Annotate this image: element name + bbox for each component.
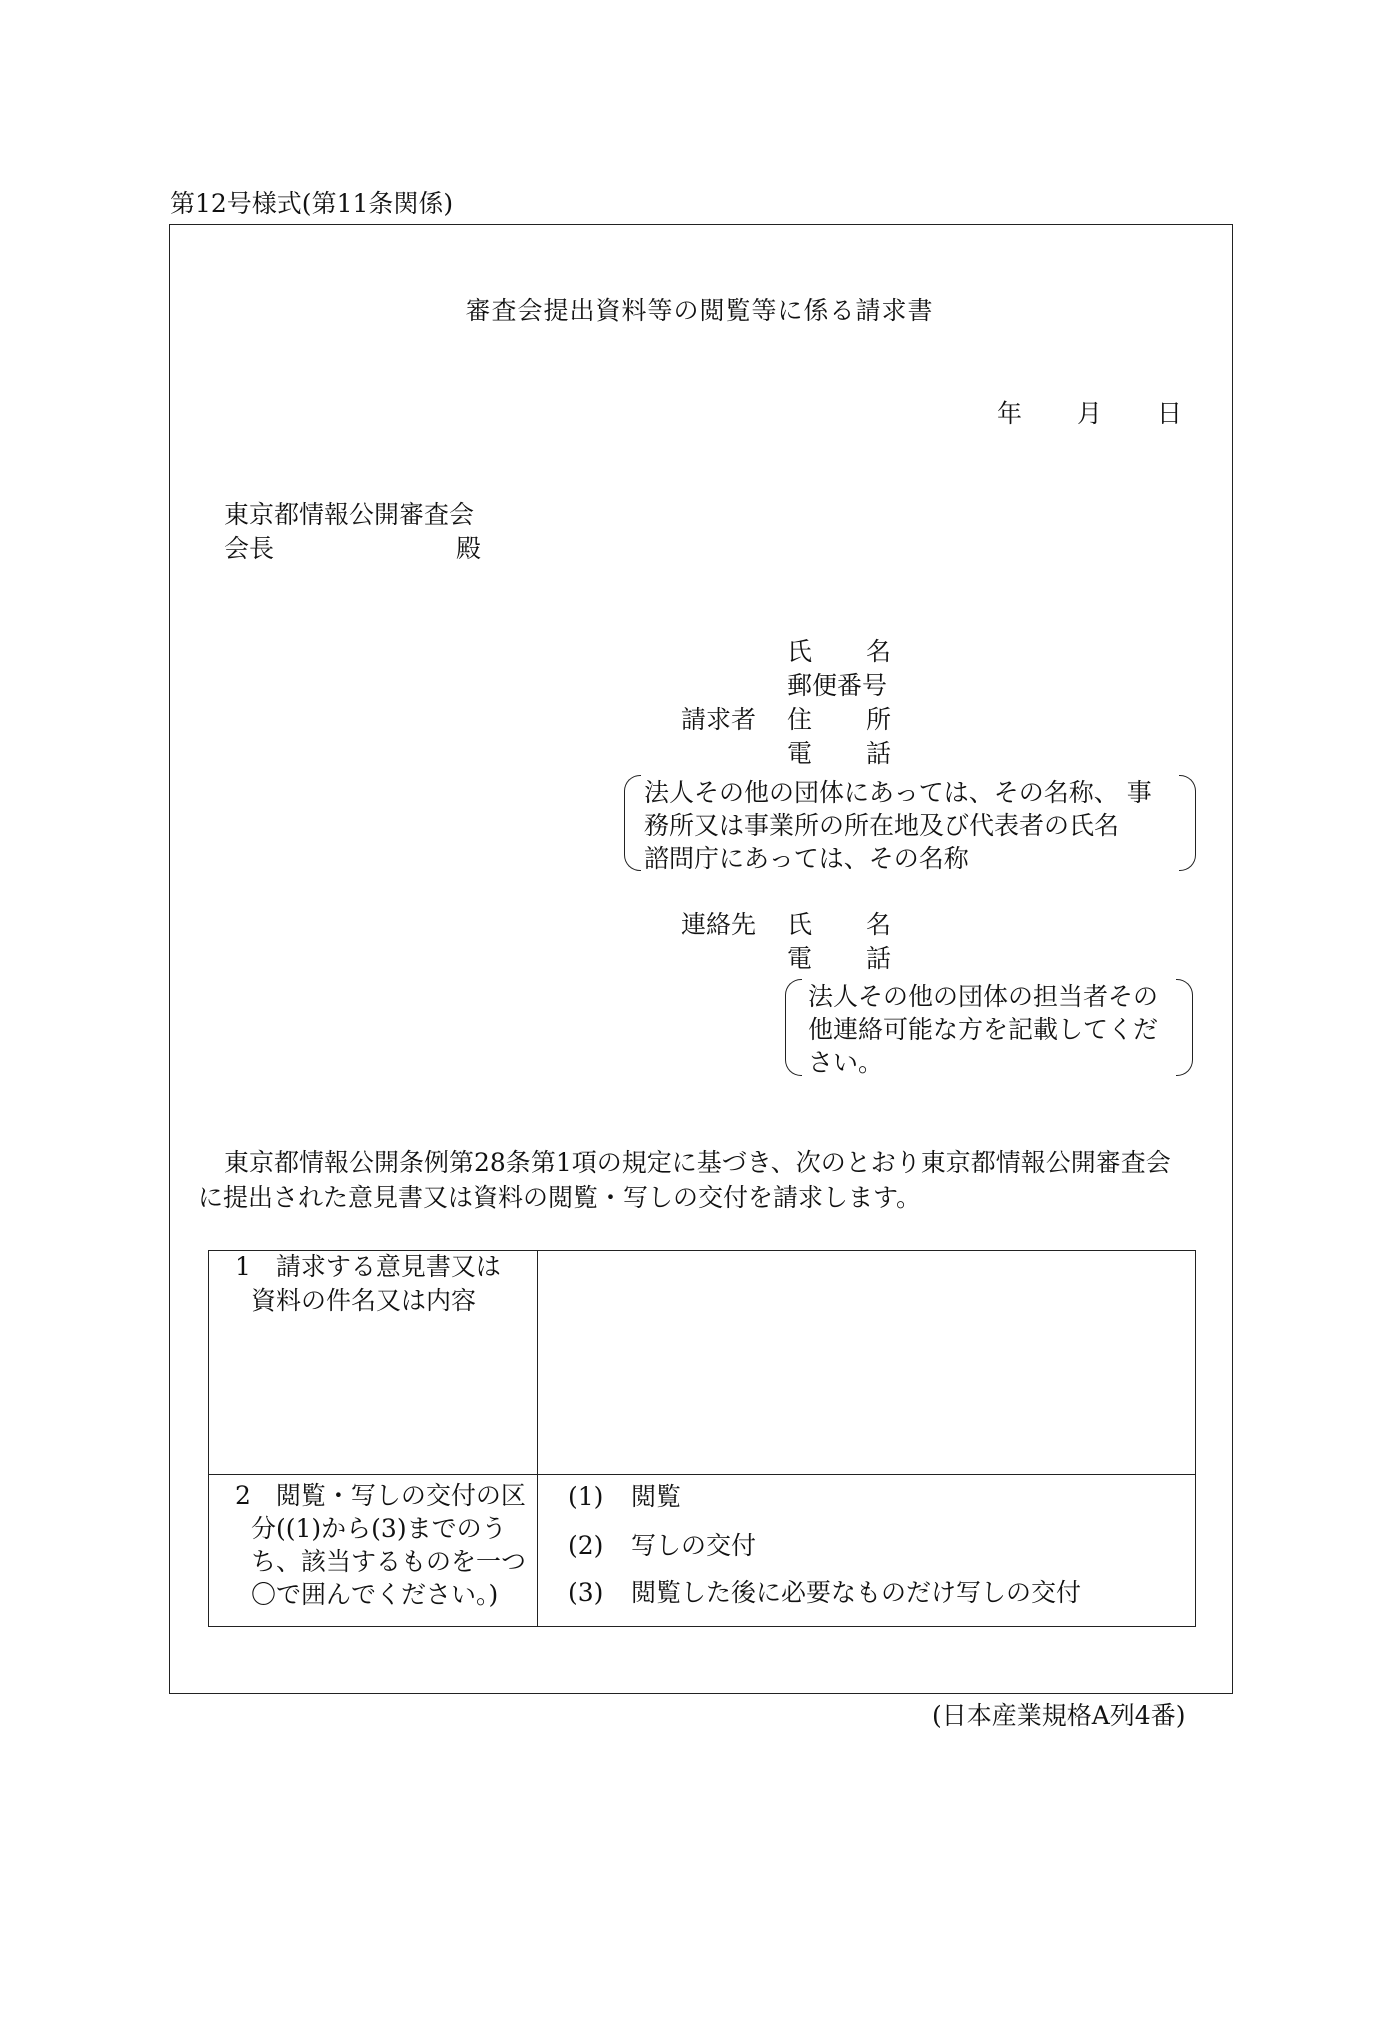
addressee-honorific: 殿: [456, 534, 482, 563]
left-bracket: [624, 775, 641, 871]
left-bracket: [785, 979, 802, 1076]
requested-document-field[interactable]: [549, 1261, 1179, 1461]
contact-phone-label-2: 話: [866, 944, 892, 973]
form-number: 第12号様式(第11条関係): [170, 189, 454, 218]
body-text-line: 東京都情報公開条例第28条第1項の規定に基づき、次のとおり東京都情報公開審査会: [224, 1148, 1171, 1177]
contact-name-label-1: 氏: [787, 910, 813, 939]
requester-note-line: 務所又は事業所の所在地及び代表者の氏名: [644, 811, 1120, 840]
body-text-line: に提出された意見書又は資料の閲覧・写しの交付を請求します。: [198, 1183, 922, 1212]
contact-note: [785, 979, 1193, 1076]
row2-label-line: 2 閲覧・写しの交付の区: [235, 1481, 526, 1510]
table-column-divider: [537, 1251, 538, 1626]
requester-postal-label: 郵便番号: [787, 671, 888, 700]
right-bracket: [1176, 979, 1193, 1076]
requester-phone-label-1: 電: [787, 739, 813, 768]
requester-name-label-2: 名: [866, 637, 892, 666]
option-2-copy[interactable]: 写しの交付: [631, 1531, 757, 1560]
requester-note: [624, 775, 1196, 871]
addressee-title: 会長: [224, 534, 275, 563]
contact-note-line: さい。: [808, 1048, 884, 1077]
contact-phone-label-1: 電: [787, 944, 813, 973]
requester-address-label-1: 住: [787, 705, 813, 734]
option-1-number: (1): [568, 1482, 604, 1511]
addressee-organization: 東京都情報公開審査会: [224, 500, 475, 529]
requester-note-line: 諮問庁にあっては、その名称: [644, 844, 969, 873]
requester-address-label-2: 所: [866, 705, 892, 734]
contact-role-label: 連絡先: [681, 910, 757, 939]
row2-label-line: ち、該当するものを一つ: [251, 1547, 527, 1576]
contact-note-line: 他連絡可能な方を記載してくだ: [808, 1015, 1159, 1044]
contact-note-line: 法人その他の団体の担当者その: [808, 982, 1159, 1011]
contact-name-label-2: 名: [866, 910, 892, 939]
table-row-divider: [209, 1474, 1195, 1475]
date-day-label: 日: [1157, 399, 1183, 428]
document-title: 審査会提出資料等の閲覧等に係る請求書: [465, 296, 934, 325]
row2-label-line: 〇で囲んでください。): [251, 1580, 499, 1609]
row1-label-line: 資料の件名又は内容: [251, 1286, 477, 1315]
date-month-label: 月: [1077, 399, 1103, 428]
request-table: [208, 1250, 1196, 1627]
requester-note-line: 法人その他の団体にあっては、その名称、 事: [644, 778, 1152, 807]
option-3-view-then-copy[interactable]: 閲覧した後に必要なものだけ写しの交付: [631, 1578, 1082, 1607]
option-1-view[interactable]: 閲覧: [631, 1482, 682, 1511]
row2-label-line: 分((1)から(3)までのう: [251, 1514, 507, 1543]
option-3-number: (3): [568, 1578, 604, 1607]
option-2-number: (2): [568, 1531, 604, 1560]
requester-role-label: 請求者: [681, 705, 757, 734]
requester-name-label-1: 氏: [787, 637, 813, 666]
row1-label-line: 1 請求する意見書又は: [235, 1252, 501, 1281]
paper-size-note: (日本産業規格A列4番): [932, 1701, 1186, 1730]
right-bracket: [1179, 775, 1196, 871]
requester-phone-label-2: 話: [866, 739, 892, 768]
date-year-label: 年: [997, 399, 1023, 428]
